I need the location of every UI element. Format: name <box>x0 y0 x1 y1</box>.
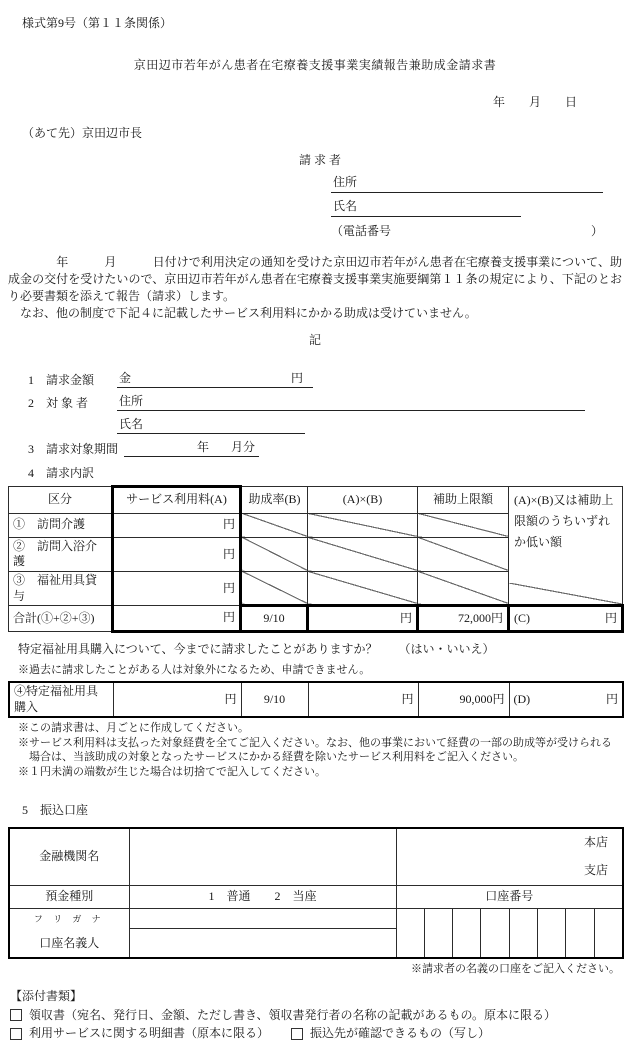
cap-cell: 90,000円 <box>418 682 509 717</box>
claimant-address-label: 住所 <box>333 175 358 190</box>
account-number-label: 口座番号 <box>396 885 623 908</box>
service-fee-cell[interactable]: 円 <box>113 571 241 605</box>
service-fee-cell[interactable]: 円 <box>113 537 241 571</box>
item-subject <box>28 388 622 411</box>
claim-breakdown-table <box>8 485 624 633</box>
claimant-phone-field[interactable] <box>331 224 603 240</box>
attachment-item <box>10 1008 622 1024</box>
breakdown-heading: 4 請求内訳 <box>28 466 95 481</box>
checkbox-icon[interactable] <box>10 1009 22 1021</box>
form-notes <box>18 721 622 779</box>
attachments-section <box>10 989 622 1042</box>
total-cap-cell: 72,000円 <box>418 606 509 632</box>
digit-cell[interactable] <box>565 909 593 957</box>
body-paragraph: 年 月 日付けで利用決定の通知を受けた京田辺市若年がん患者在宅療養支援事業について、助成金の交付を受けたいので、京田辺市若年がん患者在宅療養支援事業実施要綱第１１条の規定により、下記のとおり必要書類を添えて報告（請求）します。 <box>8 254 622 303</box>
diagonal-cell <box>241 513 308 537</box>
col-header-cap: 補助上限額 <box>418 486 509 513</box>
item-subject-name <box>28 411 622 434</box>
subject-label: 2 対 象 者 <box>28 395 89 410</box>
merged-header-text: (A)×(B)又は補助上限額のうちいずれか低い額 <box>514 492 614 549</box>
digit-cell[interactable] <box>509 909 537 957</box>
institution-label: 金融機関名 <box>9 828 129 886</box>
exclusion-note: ※過去に請求したことがある人は対象外になるため、申請できません。 <box>18 663 371 676</box>
total-service-fee-cell[interactable]: 円 <box>113 606 241 632</box>
attachment-item <box>10 1026 622 1042</box>
result-label: (D) <box>513 691 531 706</box>
digit-cell[interactable] <box>397 909 424 957</box>
col-header-lower-amount <box>509 486 623 605</box>
branch-option-main[interactable]: 本店 <box>583 835 608 849</box>
col-header-service-fee: サービス利用料(A) <box>113 486 241 513</box>
attachments-heading: 【添付書類】 <box>10 989 83 1004</box>
checkbox-icon[interactable] <box>291 1028 303 1040</box>
holder-name-field[interactable] <box>130 929 396 957</box>
branch-option-sub[interactable]: 支店 <box>583 863 608 877</box>
digit-cell[interactable] <box>594 909 622 957</box>
note-service-fee: ※サービス利用料は支払った対象経費を全てご記入ください。なお、他の事業において経費の一部の助成等が受けられる場合は、当該助成の対象となったサービスにかかる経費を除いたサービス利用料をご記入ください。 <box>18 736 612 764</box>
bank-note: ※請求者の名義の口座をご記入ください。 <box>411 962 620 975</box>
purchase-question <box>18 642 622 658</box>
service-fee-cell[interactable]: 円 <box>113 513 241 537</box>
yen-unit: 円 <box>290 370 303 385</box>
diagonal-cell <box>418 513 509 537</box>
account-number-cell <box>396 908 623 958</box>
claimant-address-field[interactable] <box>331 175 603 193</box>
holder-label: 口座名義人 <box>39 936 100 951</box>
diagonal-cell <box>418 537 509 571</box>
result-label: (C) <box>514 610 530 625</box>
checkbox-icon[interactable] <box>10 1028 22 1040</box>
digit-cell[interactable] <box>424 909 452 957</box>
institution-field[interactable] <box>129 828 396 886</box>
period-year: 年 <box>196 439 209 454</box>
note-monthly: ※この請求書は、月ごとに作成してください。 <box>18 722 249 735</box>
subject-address-field[interactable] <box>117 393 585 411</box>
holder-field-cell <box>129 908 396 958</box>
digit-cell[interactable] <box>480 909 508 957</box>
subject-name-label: 氏名 <box>119 416 144 431</box>
total-result-cell[interactable] <box>509 606 623 632</box>
furigana-label: フ リ ガ ナ <box>33 913 105 924</box>
digit-cell[interactable] <box>537 909 565 957</box>
claimant-label: 請 求 者 <box>299 153 342 168</box>
product-cell[interactable]: 円 <box>308 682 418 717</box>
furigana-field[interactable] <box>130 909 396 929</box>
branch-cell <box>396 828 623 886</box>
item-claim-amount <box>28 365 622 388</box>
form-number: 様式第9号（第１１条関係） <box>22 16 173 30</box>
claim-amount-label: 1 請求金額 <box>28 372 95 387</box>
note-rounding: ※１円未満の端数が生じた場合は切捨てで記入してください。 <box>18 765 326 778</box>
period-field[interactable] <box>124 439 259 457</box>
claim-amount-field[interactable] <box>117 370 313 388</box>
diagonal-line <box>509 583 622 604</box>
table-row <box>9 682 623 717</box>
yes-no-choice[interactable]: （はい・いいえ） <box>398 642 495 657</box>
deposit-type-options[interactable]: 1 普通 2 当座 <box>129 885 396 908</box>
col-header-category: 区分 <box>9 486 113 513</box>
claimant-block <box>299 153 613 239</box>
row-label-equipment-rental: ③ 福祉用具貸与 <box>9 571 113 605</box>
subject-address-label: 住所 <box>119 393 144 408</box>
equipment-purchase-table <box>8 681 624 718</box>
attachment-statement: 利用サービスに関する明細書（原本に限る） <box>29 1026 270 1041</box>
row-label-equipment-purchase: ④特定福祉用具購入 <box>9 682 113 717</box>
attachment-transfer-proof: 振込先が確認できるもの（写し） <box>310 1026 491 1041</box>
ki-marker: 記 <box>308 332 321 347</box>
account-digit-grid <box>397 909 623 957</box>
col-header-subsidy-rate: 助成率(B) <box>241 486 308 513</box>
row-label-home-care: ① 訪問介護 <box>9 513 113 537</box>
bank-section-heading: 5 振込口座 <box>22 803 89 818</box>
total-rate-cell: 9/10 <box>241 606 308 632</box>
diagonal-cell <box>308 571 418 605</box>
question-text: 特定福祉用具購入について、今までに請求したことがありますか？ <box>18 642 378 657</box>
phone-label: （電話番号 <box>331 223 392 238</box>
diagonal-cell <box>241 537 308 571</box>
row-label-bath-care: ② 訪問入浴介護 <box>9 537 113 571</box>
total-row <box>9 606 623 632</box>
total-label: 合計(①+②+③) <box>9 606 113 632</box>
diagonal-cell <box>308 537 418 571</box>
holder-label-cell <box>9 908 129 958</box>
claimant-name-field[interactable] <box>331 199 521 217</box>
period-label: 3 請求対象期間 <box>28 441 119 456</box>
bank-account-table <box>8 827 624 959</box>
result-unit: 円 <box>604 610 617 625</box>
yen-prefix: 金 <box>119 370 132 385</box>
result-unit: 円 <box>605 691 618 706</box>
date-field[interactable]: 年 月 日 <box>492 95 577 110</box>
col-header-a-times-b: (A)×(B) <box>308 486 418 513</box>
form-title: 京田辺市若年がん患者在宅療養支援事業実績報告兼助成金請求書 <box>133 57 497 72</box>
claimant-name-label: 氏名 <box>333 199 358 214</box>
digit-cell[interactable] <box>452 909 480 957</box>
subject-name-field[interactable] <box>117 416 305 434</box>
addressee: （あて先）京田辺市長 <box>22 125 143 140</box>
result-cell[interactable] <box>509 682 623 717</box>
attachment-receipt: 領収書（宛名、発行日、金額、ただし書き、領収書発行者の名称の記載があるもの。原本に限る） <box>29 1007 557 1022</box>
diagonal-cell <box>241 571 308 605</box>
service-fee-cell[interactable]: 円 <box>113 682 241 717</box>
item-period <box>28 434 622 457</box>
numbered-items <box>28 365 622 457</box>
body-paragraph-2: なお、他の制度で下記４に記載したサービス利用料にかかる助成は受けていません。 <box>8 305 477 320</box>
total-product-cell[interactable]: 円 <box>308 606 418 632</box>
rate-cell: 9/10 <box>241 682 308 717</box>
deposit-type-label: 預金種別 <box>9 885 129 908</box>
phone-close-paren: ） <box>590 223 603 238</box>
period-month: 月分 <box>231 439 256 454</box>
diagonal-cell <box>418 571 509 605</box>
diagonal-cell <box>308 513 418 537</box>
